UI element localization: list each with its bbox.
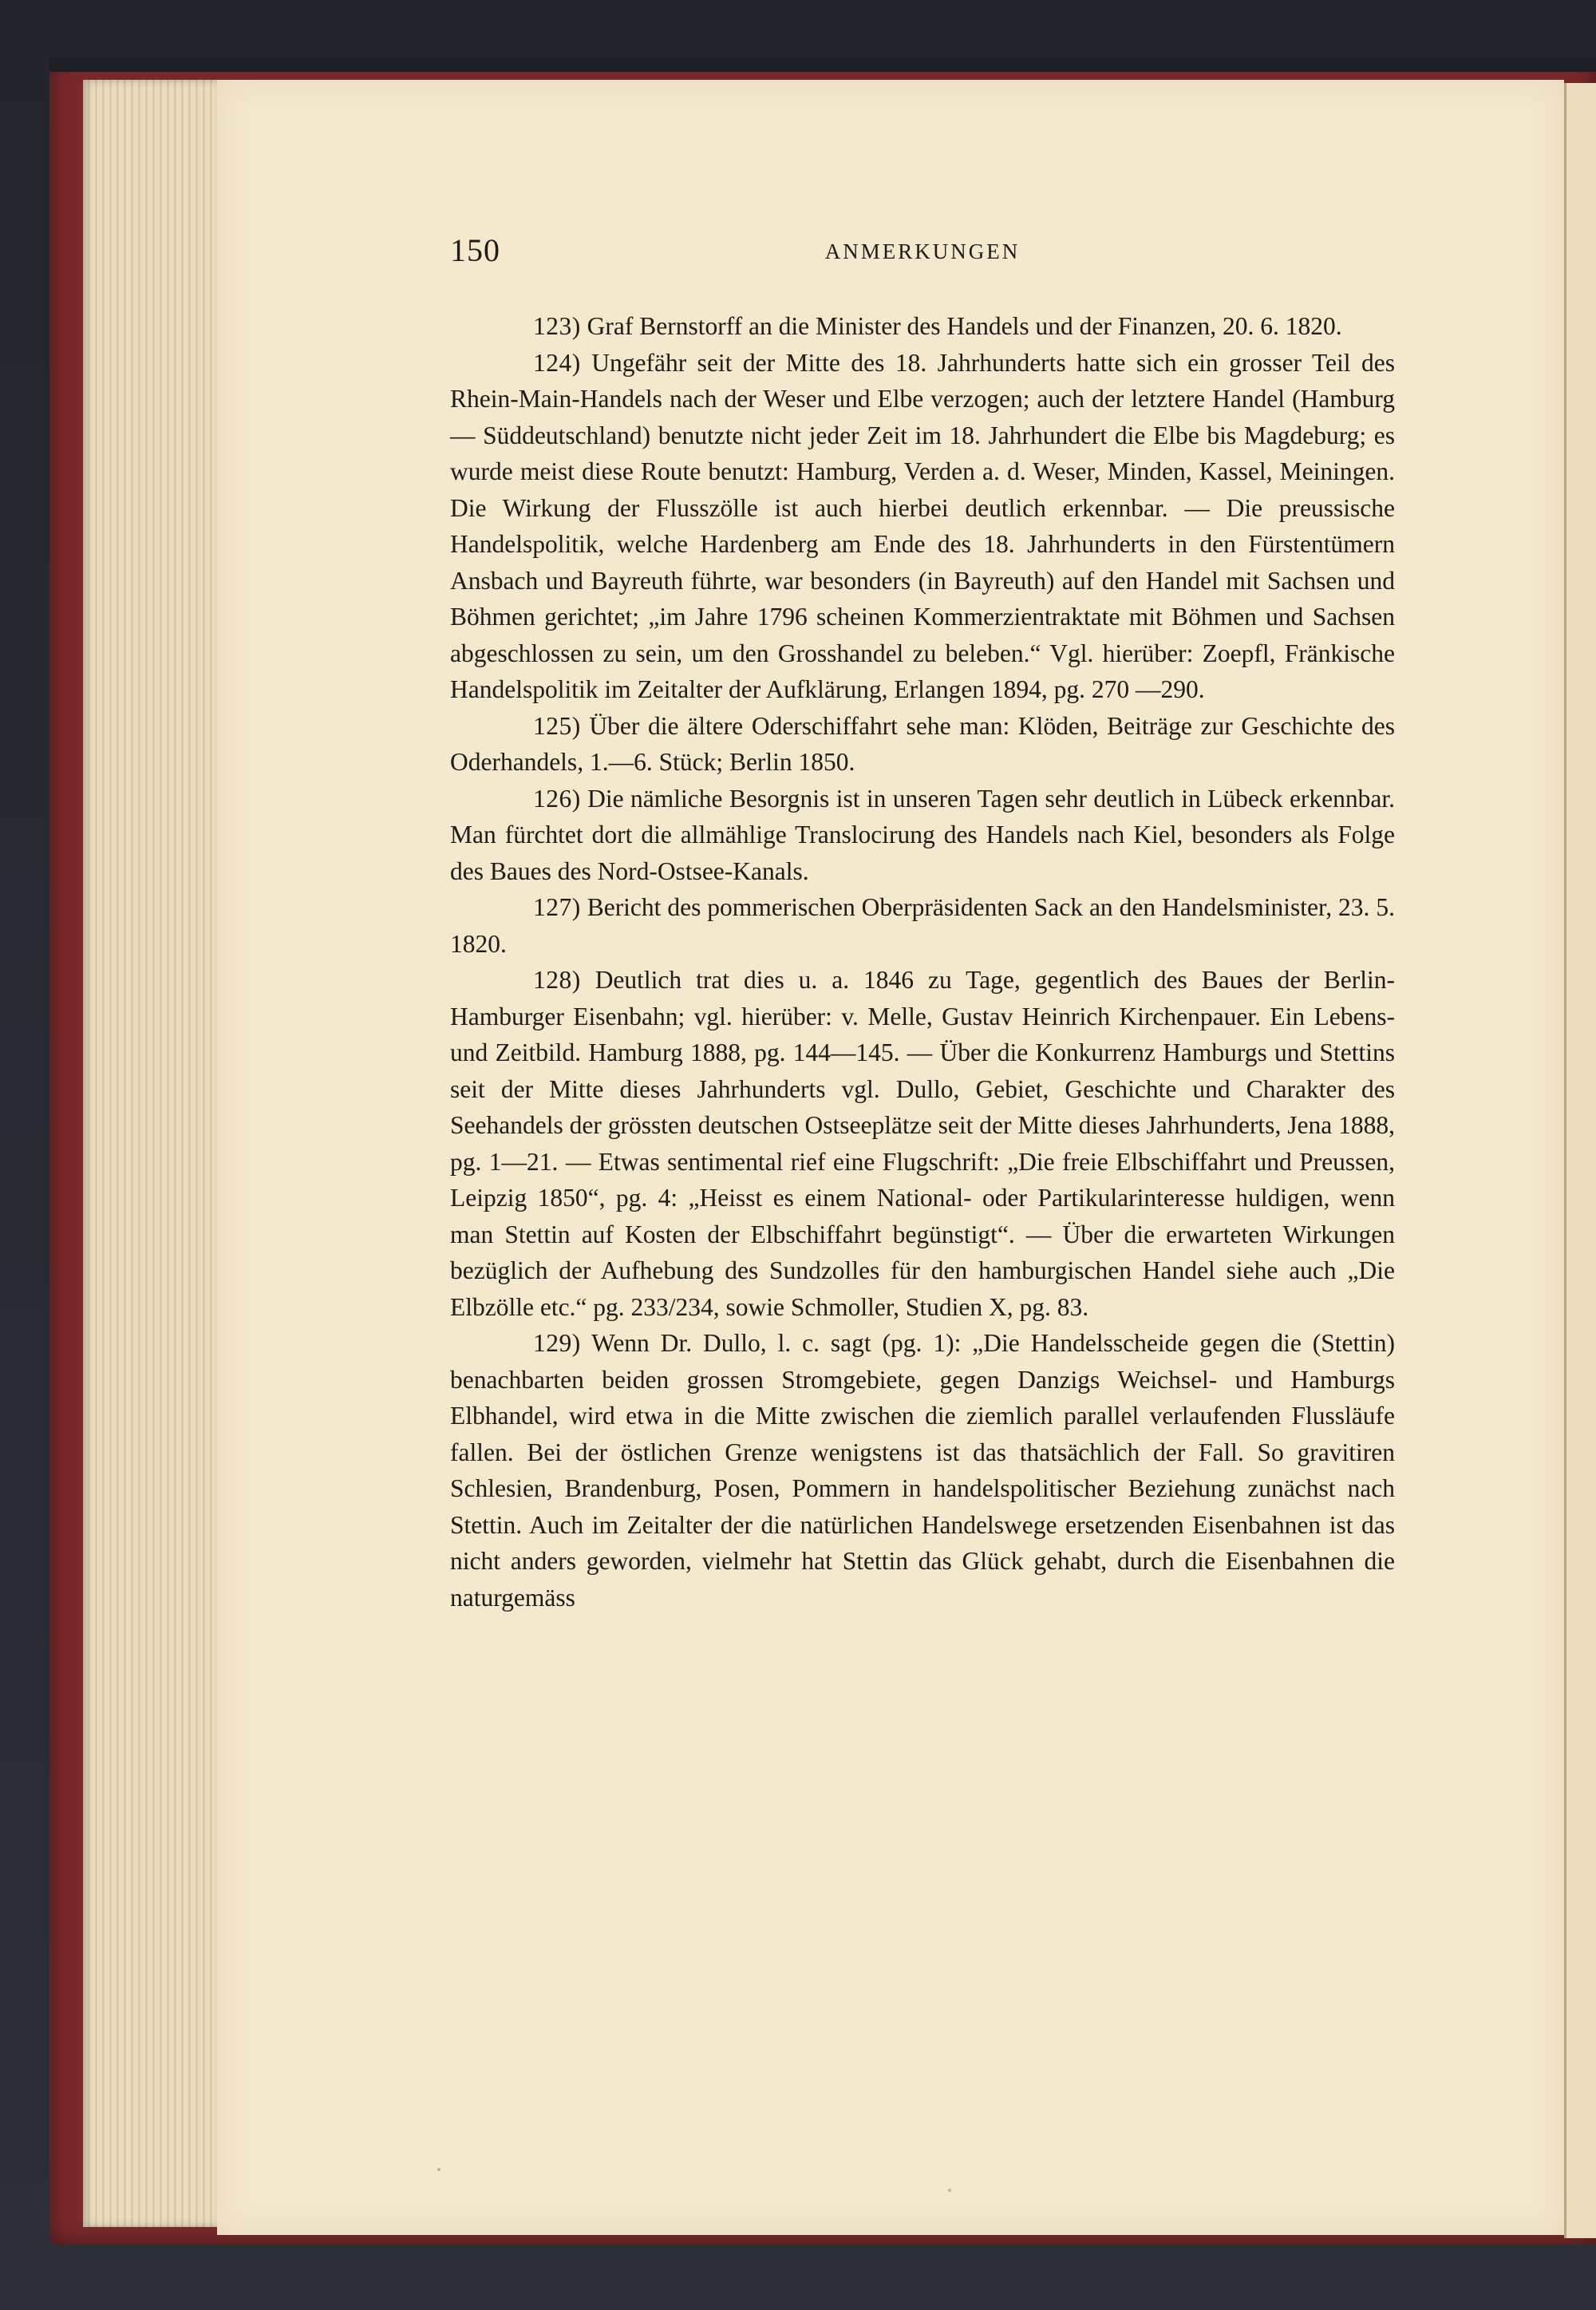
note-number: 125) [533,711,581,740]
page-fore-edge [83,80,220,2227]
note-number: 126) [533,784,581,813]
note-text: Wenn Dr. Dullo, l. c. sagt (pg. 1): „Die Handelsscheide gegen die (Stettin) benachbarten beiden grossen Stromgebiete, gegen Danzigs Weichsel- und Hamburgs Elbhandel, wird etwa in die Mitte zwischen die ziemlich parallel verlaufenden Flussläufe fallen. Bei der östlichen Grenze wenigstens ist das thatsächlich der Fall. So gravitiren Schlesien, Brandenburg, Posen, Pommern in handelspolitischer Beziehung zunächst nach Stettin. Auch im Zeitalter der die natürlichen Handelswege ersetzenden Eisenbahnen ist das nicht anders geworden, vielmehr hat Stettin das Glück gehabt, durch die Eisenbahnen die naturgemäss [450,1329,1395,1612]
note-text: Bericht des pommerischen Oberpräsidenten Sack an den Handelsminister, 23. 5. 1820. [450,893,1396,958]
note-123 [450,308,1395,345]
facing-page-edge [1564,83,1596,2238]
cover-top-edge [49,57,1596,72]
note-text: Die nämliche Besorgnis ist in unseren Tagen sehr deutlich in Lübeck erkennbar. Man fürchtet dort die allmählige Translocirung des Handels nach Kiel, besonders als Folge des Baues des Nord-Ostsee-Kanals. [450,784,1396,885]
page-number: 150 [450,232,500,268]
running-head: ANMERKUNGEN [824,239,1021,263]
note-126 [450,781,1395,890]
note-text: Ungefähr seit der Mitte des 18. Jahrhunderts hatte sich ein grosser Teil des Rhein-Main-Handels nach der Weser und Elbe verzogen; auch der letztere Handel (Hamburg — Süddeutschland) benutzte nicht jeder Zeit im 18. Jahrhundert die Elbe bis Magdeburg; es wurde meist diese Route benutzt: Hamburg, Verden a. d. Weser, Minden, Kassel, Meiningen. Die Wirkung der Flusszölle ist auch hierbei deutlich erkennbar. — Die preussische Handelspolitik, welche Hardenberg am Ende des 18. Jahrhunderts in den Fürstentümern Ansbach und Bayreuth führte, war besonders (in Bayreuth) auf den Handel mit Sachsen und Böhmen gerichtet; „im Jahre 1796 scheinen Kommerzientraktate mit Böhmen und Sachsen abgeschlossen zu sein, um den Grosshandel zu beleben.“ Vgl. hierüber: Zoepfl, Fränkische Handelspolitik im Zeitalter der Aufklärung, Erlangen 1894, pg. 270 —290. [450,348,1396,703]
note-number: 123) [533,312,581,340]
paper-speck [948,2189,951,2192]
note-text: Deutlich trat dies u. a. 1846 zu Tage, gegentlich des Baues der Berlin-Hamburger Eisenbahn; vgl. hierüber: v. Melle, Gustav Heinrich Kirchenpauer. Ein Lebens- und Zeitbild. Hamburg 1888, pg. 144—145. — Über die Konkurrenz Hamburgs und Stettins seit der Mitte dieses Jahrhunderts vgl. Dullo, Gebiet, Geschichte und Charakter des Seehandels der grössten deutschen Ostseeplätze seit der Mitte dieses Jahrhunderts, Jena 1888, pg. 1—21. — Etwas sentimental rief eine Flugschrift: „Die freie Elbschiffahrt und Preussen, Leipzig 1850“, pg. 4: „Heisst es einem National- oder Partikularinteresse huldigen, wenn man Stettin auf Kosten der Elbschiffahrt begünstigt“. — Über die erwarteten Wirkungen bezüglich der Aufhebung des Sundzolles für den hamburgischen Handel siehe auch „Die Elbzölle etc.“ pg. 233/234, sowie Schmoller, Studien X, pg. 83. [450,966,1395,1321]
note-text: Über die ältere Oderschiffahrt sehe man: Klöden, Beiträge zur Geschichte des Oderhandels, 1.—6. Stück; Berlin 1850. [450,711,1395,776]
paper-speck [437,2168,440,2171]
note-125 [450,708,1395,781]
note-number: 128) [533,966,581,994]
note-127 [450,889,1395,962]
note-124 [450,345,1395,708]
note-128 [450,962,1395,1325]
note-129 [450,1325,1395,1616]
note-number: 127) [533,893,581,921]
note-text: Graf Bernstorff an die Minister des Handels und der Finanzen, 20. 6. 1820. [587,312,1342,340]
page-header [450,231,1395,279]
footnotes-block [450,308,1395,1616]
note-number: 124) [533,348,581,377]
note-number: 129) [533,1329,581,1357]
